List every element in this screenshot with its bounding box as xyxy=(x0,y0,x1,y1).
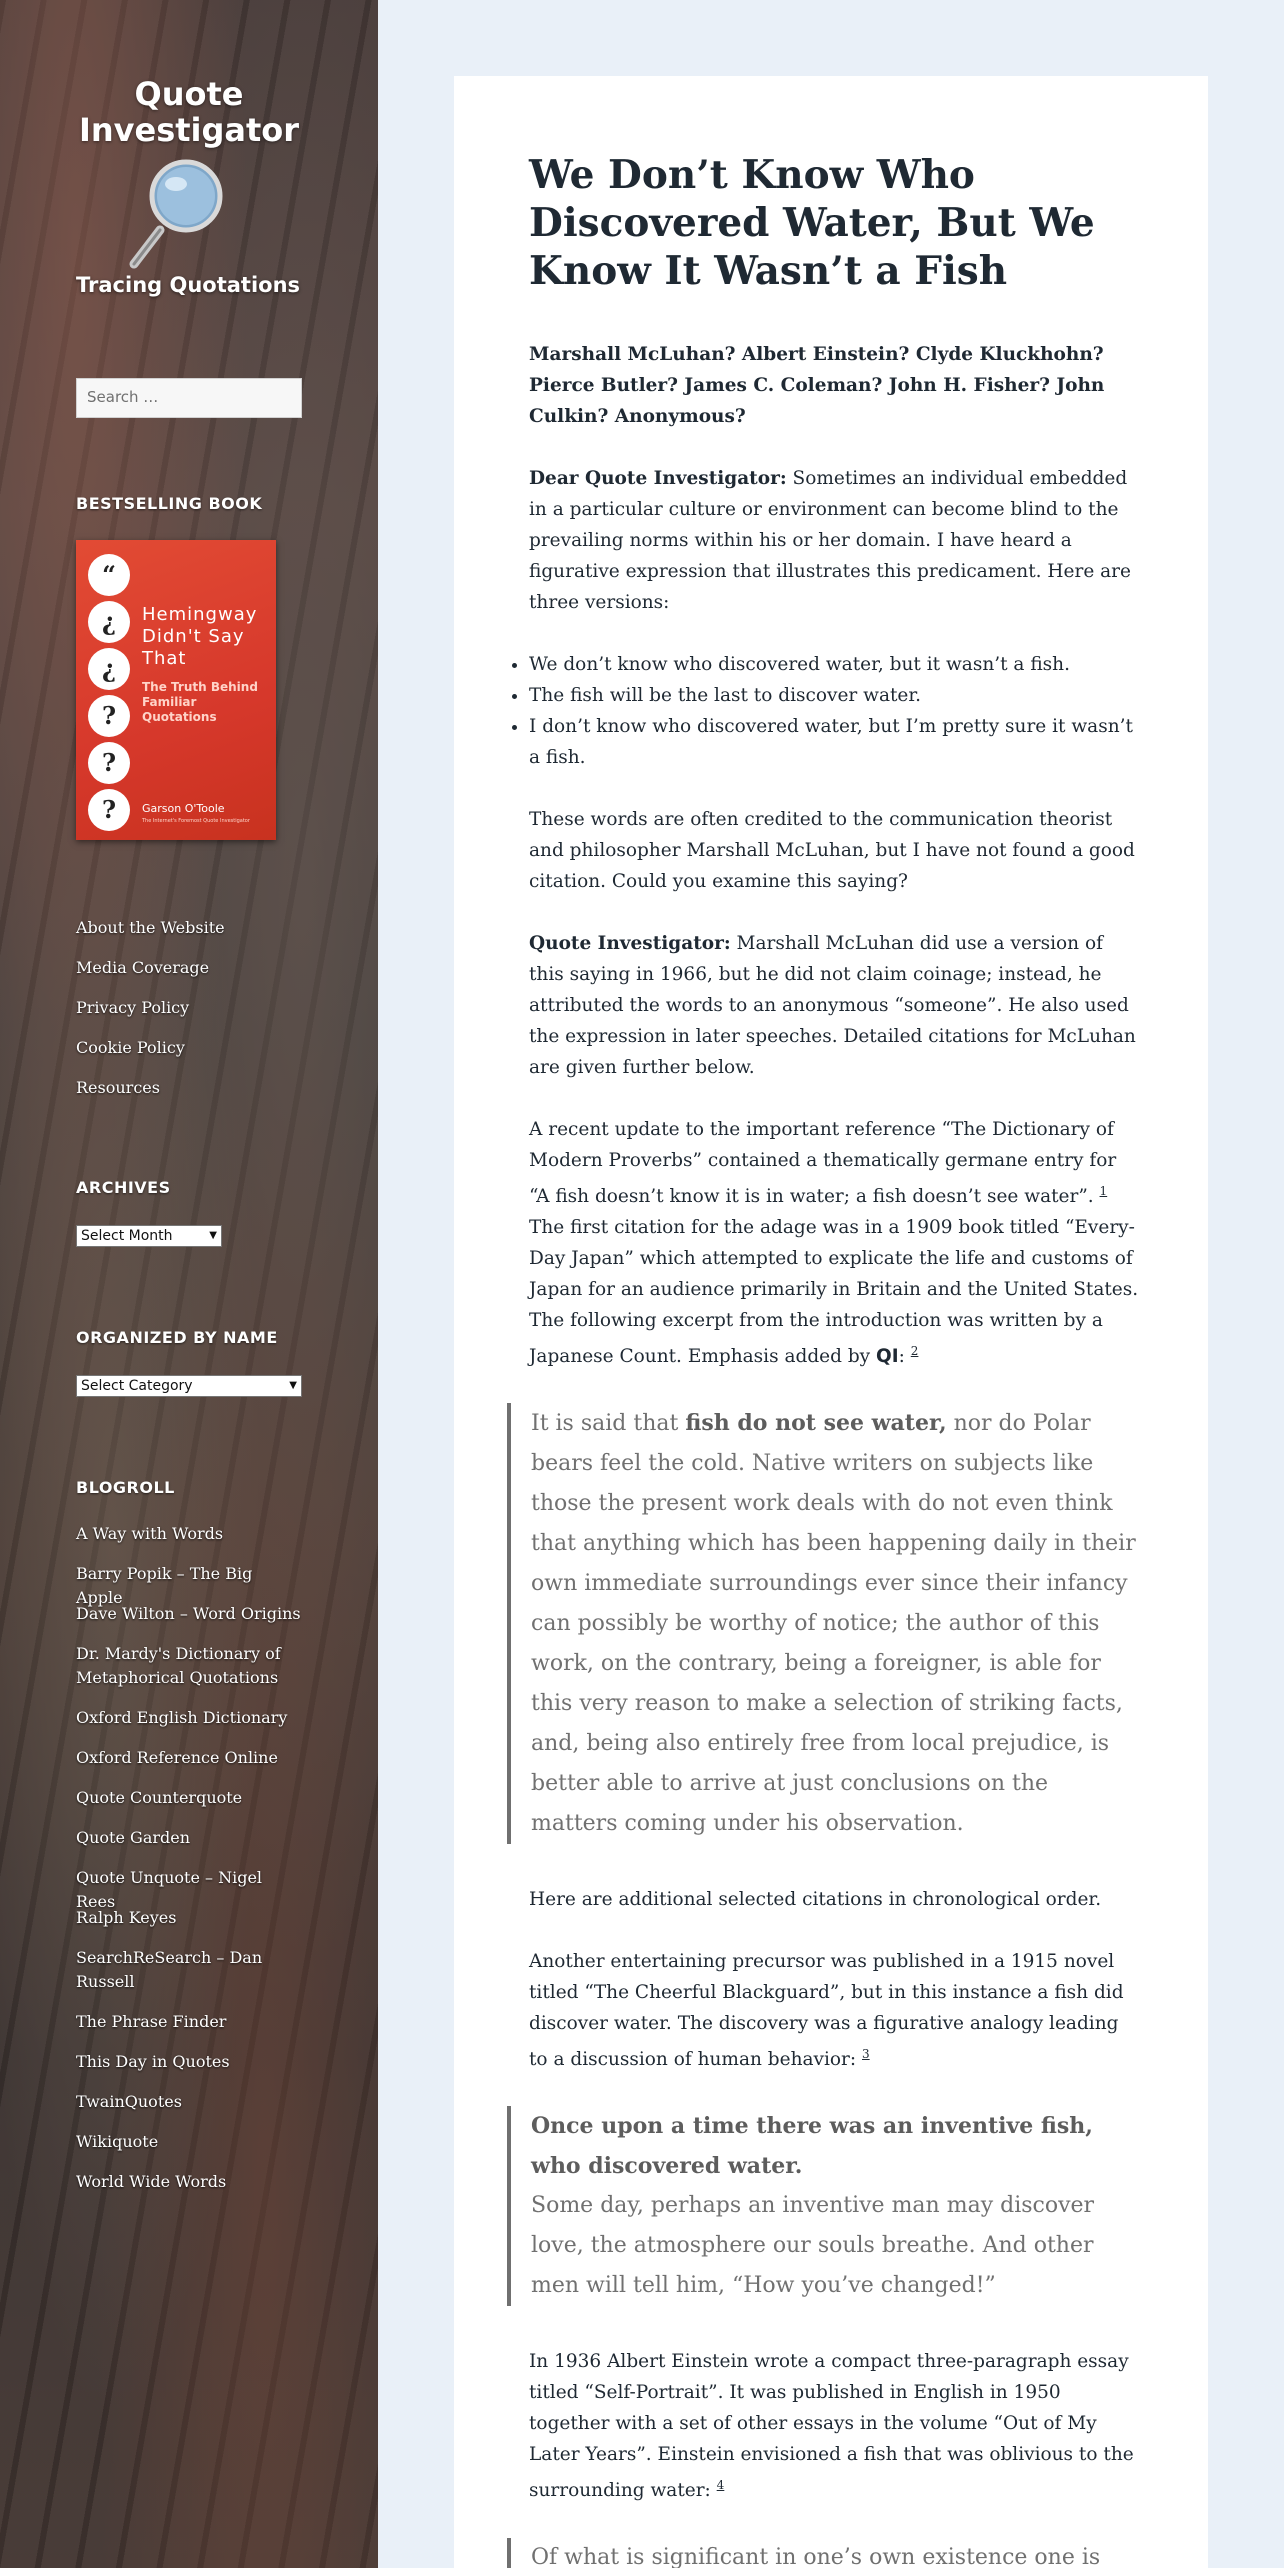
colon: : xyxy=(898,1346,911,1368)
magnifying-glass-icon[interactable] xyxy=(126,158,246,278)
qi-answer-text: Marshall McLuhan did use a version of this saying in 1966, but he did not claim coinage; instead, he attributed the words to an anonymous “someone”. He also used the expression in later speeches. Detailed citations for McLuhan are given further below. xyxy=(529,933,1136,1078)
archives-heading: ARCHIVES xyxy=(76,1178,171,1197)
list-item: • I don’t know who discovered water, but I’m pretty sure it wasn’t a fish. xyxy=(529,711,1139,773)
paragraph-1915-text: Another entertaining precursor was published in a 1915 novel titled “The Cheerful Blackguard”, but in this instance a fish did discover water. The discovery was a figurative analogy leading to a discussion of human behavior: xyxy=(529,1951,1124,2071)
post-title[interactable]: We Don’t Know Who Discovered Water, But We Know It Wasn’t a Fish xyxy=(529,152,1095,294)
page-link-media[interactable]: Media Coverage xyxy=(76,958,210,977)
bestselling-book-heading: BESTSELLING BOOK xyxy=(76,494,263,513)
bq2-text: Some day, perhaps an inventive man may discover love, the atmosphere our souls breathe. And other men will tell him, “How you’ve changed!” xyxy=(531,2193,1095,2299)
blogroll-link[interactable]: This Day in Quotes xyxy=(76,2052,230,2071)
paragraph-1936 xyxy=(529,2346,1139,2506)
blogroll-link[interactable]: Quote Unquote – Nigel Rees xyxy=(76,1868,263,1911)
page-link-about[interactable]: About the Website xyxy=(76,918,225,937)
blogroll-link[interactable]: Quote Garden xyxy=(76,1828,191,1847)
quote-mark-icon: ¿ xyxy=(88,648,130,690)
article xyxy=(529,151,1139,2568)
footnote-link-1[interactable]: 1 xyxy=(1099,1184,1108,1198)
site-tagline: Tracing Quotations xyxy=(76,273,301,297)
blogroll-link[interactable]: A Way with Words xyxy=(76,1524,224,1543)
archives-select-value: Select Month xyxy=(81,1228,173,1244)
dictionary-text-a: A recent update to the important reference “The Dictionary of Modern Proverbs” contained a thematically germane entry for “A fish doesn’t know it is in water; a fish doesn’t see water”. xyxy=(529,1119,1117,1208)
list-item: • We don’t know who discovered water, but it wasn’t a fish. xyxy=(529,649,1139,680)
quote-mark-icon: ¿ xyxy=(88,601,130,643)
dictionary-paragraph xyxy=(529,1114,1139,1372)
book-cover[interactable] xyxy=(76,540,276,840)
list-item: • The fish will be the last to discover water. xyxy=(529,680,1139,711)
qi-label: Quote Investigator: xyxy=(529,933,731,954)
archives-select[interactable] xyxy=(76,1225,222,1247)
question-mark-icon: ? xyxy=(88,742,130,784)
bq3-text: Of what is significant in one’s own existence one is xyxy=(531,2544,1101,2568)
page-link-resources[interactable]: Resources xyxy=(76,1078,160,1097)
blogroll-link[interactable]: Wikiquote xyxy=(76,2132,159,2151)
paragraph-1915 xyxy=(529,1946,1139,2075)
chevron-down-icon: ▼ xyxy=(209,1230,217,1241)
page-link-privacy[interactable]: Privacy Policy xyxy=(76,998,190,1017)
dictionary-text-b: The first citation for the adage was in a 1909 book titled “Every-Day Japan” which attempted to explicate the life and customs of Japan for an audience primarily in Britain and the United States. The following excerpt from the introduction was written by a Japanese Count. Emphasis added by xyxy=(529,1217,1139,1368)
blogroll-link[interactable]: TwainQuotes xyxy=(76,2092,182,2111)
category-select-value: Select Category xyxy=(81,1378,193,1394)
blogroll-link[interactable]: Ralph Keyes xyxy=(76,1908,177,1927)
blogroll-link[interactable]: Barry Popik – The Big Apple xyxy=(76,1564,253,1607)
blockquote-1915 xyxy=(507,2106,1139,2306)
qi-answer-paragraph xyxy=(529,928,1139,1083)
bq1-bold: fish do not see water, xyxy=(685,1410,947,1437)
blogroll-link[interactable]: Dave Wilton – Word Origins xyxy=(76,1604,301,1623)
credited-paragraph: These words are often credited to the communication theorist and philosopher Marshall McLuhan, but I have not found a good citation. Could you examine this saying? xyxy=(529,809,1135,892)
dear-qi-paragraph xyxy=(529,463,1139,618)
qi-abbr: QI xyxy=(876,1346,899,1368)
blogroll-heading: BLOGROLL xyxy=(76,1478,175,1497)
paragraph-1936-text: In 1936 Albert Einstein wrote a compact three-paragraph essay titled “Self-Portrait”. It was published in English in 1950 together with a set of other essays in the volume “Out of My Later Years”. Einstein envisioned a fish that was oblivious to the surrounding water: xyxy=(529,2351,1134,2502)
question-mark-icon: ? xyxy=(88,789,130,831)
intro-names-text: Marshall McLuhan? Albert Einstein? Clyde Kluckhohn? Pierce Butler? James C. Coleman? John H. Fisher? John Culkin? Anonymous? xyxy=(529,344,1105,427)
additional-paragraph: Here are additional selected citations in chronological order. xyxy=(529,1889,1102,1911)
question-mark-icon: ? xyxy=(88,695,130,737)
blogroll-link[interactable]: Oxford Reference Online xyxy=(76,1748,278,1767)
quote-mark-icon: “ xyxy=(88,554,130,596)
book-subtitle: The Truth Behind Familiar Quotations xyxy=(142,680,258,724)
page-link-cookie[interactable]: Cookie Policy xyxy=(76,1038,185,1057)
bq1-text-a: It is said that xyxy=(531,1411,686,1437)
site-title[interactable]: Quote Investigator xyxy=(78,75,300,149)
blogroll-link[interactable]: Quote Counterquote xyxy=(76,1788,243,1807)
blogroll-link[interactable]: World Wide Words xyxy=(76,2172,227,2191)
sidebar xyxy=(0,0,378,2568)
dear-qi-text: Sometimes an individual embedded in a particular culture or environment can become blind to the prevailing norms within his or her domain. I have heard a figurative expression that illustrates this predicament. Here are three versions: xyxy=(529,468,1131,613)
book-title: Hemingway Didn't Say That xyxy=(142,604,258,669)
bq1-text-b: nor do Polar bears feel the cold. Native writers on subjects like those the present work deals with do not even think that anything which has been happening daily in their own immediate surroundings ever since their infancy can possibly be worthy of notice; the author of this work, on the contrary, being a foreigner, is able for this very reason to make a selection of striking facts, and, being also entirely free from local prejudice, is better able to arrive at just conclusions on the matters coming under his observation. xyxy=(531,1411,1136,1837)
dear-qi-label: Dear Quote Investigator: xyxy=(529,468,787,489)
footnote-link-4[interactable]: 4 xyxy=(716,2478,725,2493)
organized-by-name-heading: ORGANIZED BY NAME xyxy=(76,1328,278,1347)
footnote-link-3[interactable]: 3 xyxy=(862,2047,870,2062)
category-select[interactable] xyxy=(76,1375,302,1397)
chevron-down-icon: ▼ xyxy=(289,1380,297,1391)
blogroll-link[interactable]: The Phrase Finder xyxy=(76,2012,227,2031)
search-input[interactable]: Search … xyxy=(76,378,302,418)
blockquote-1936 xyxy=(507,2538,1139,2568)
intro-names xyxy=(529,339,1139,432)
blockquote-1909 xyxy=(507,1403,1139,1844)
bq2-bold: Once upon a time there was an inventive fish, who discovered water. xyxy=(531,2113,1093,2180)
blogroll-link[interactable]: Dr. Mardy's Dictionary of Metaphorical Quotations xyxy=(76,1644,281,1687)
book-author: Garson O'Toole xyxy=(142,802,225,815)
article-card xyxy=(454,76,1208,2568)
blogroll-link[interactable]: SearchReSearch – Dan Russell xyxy=(76,1948,263,1991)
footnote-link-2[interactable]: 2 xyxy=(910,1344,919,1359)
blogroll-link[interactable]: Oxford English Dictionary xyxy=(76,1708,288,1727)
versions-list xyxy=(509,649,1139,773)
book-author-subtitle: The Internet's Foremost Quote Investigator xyxy=(142,818,250,824)
